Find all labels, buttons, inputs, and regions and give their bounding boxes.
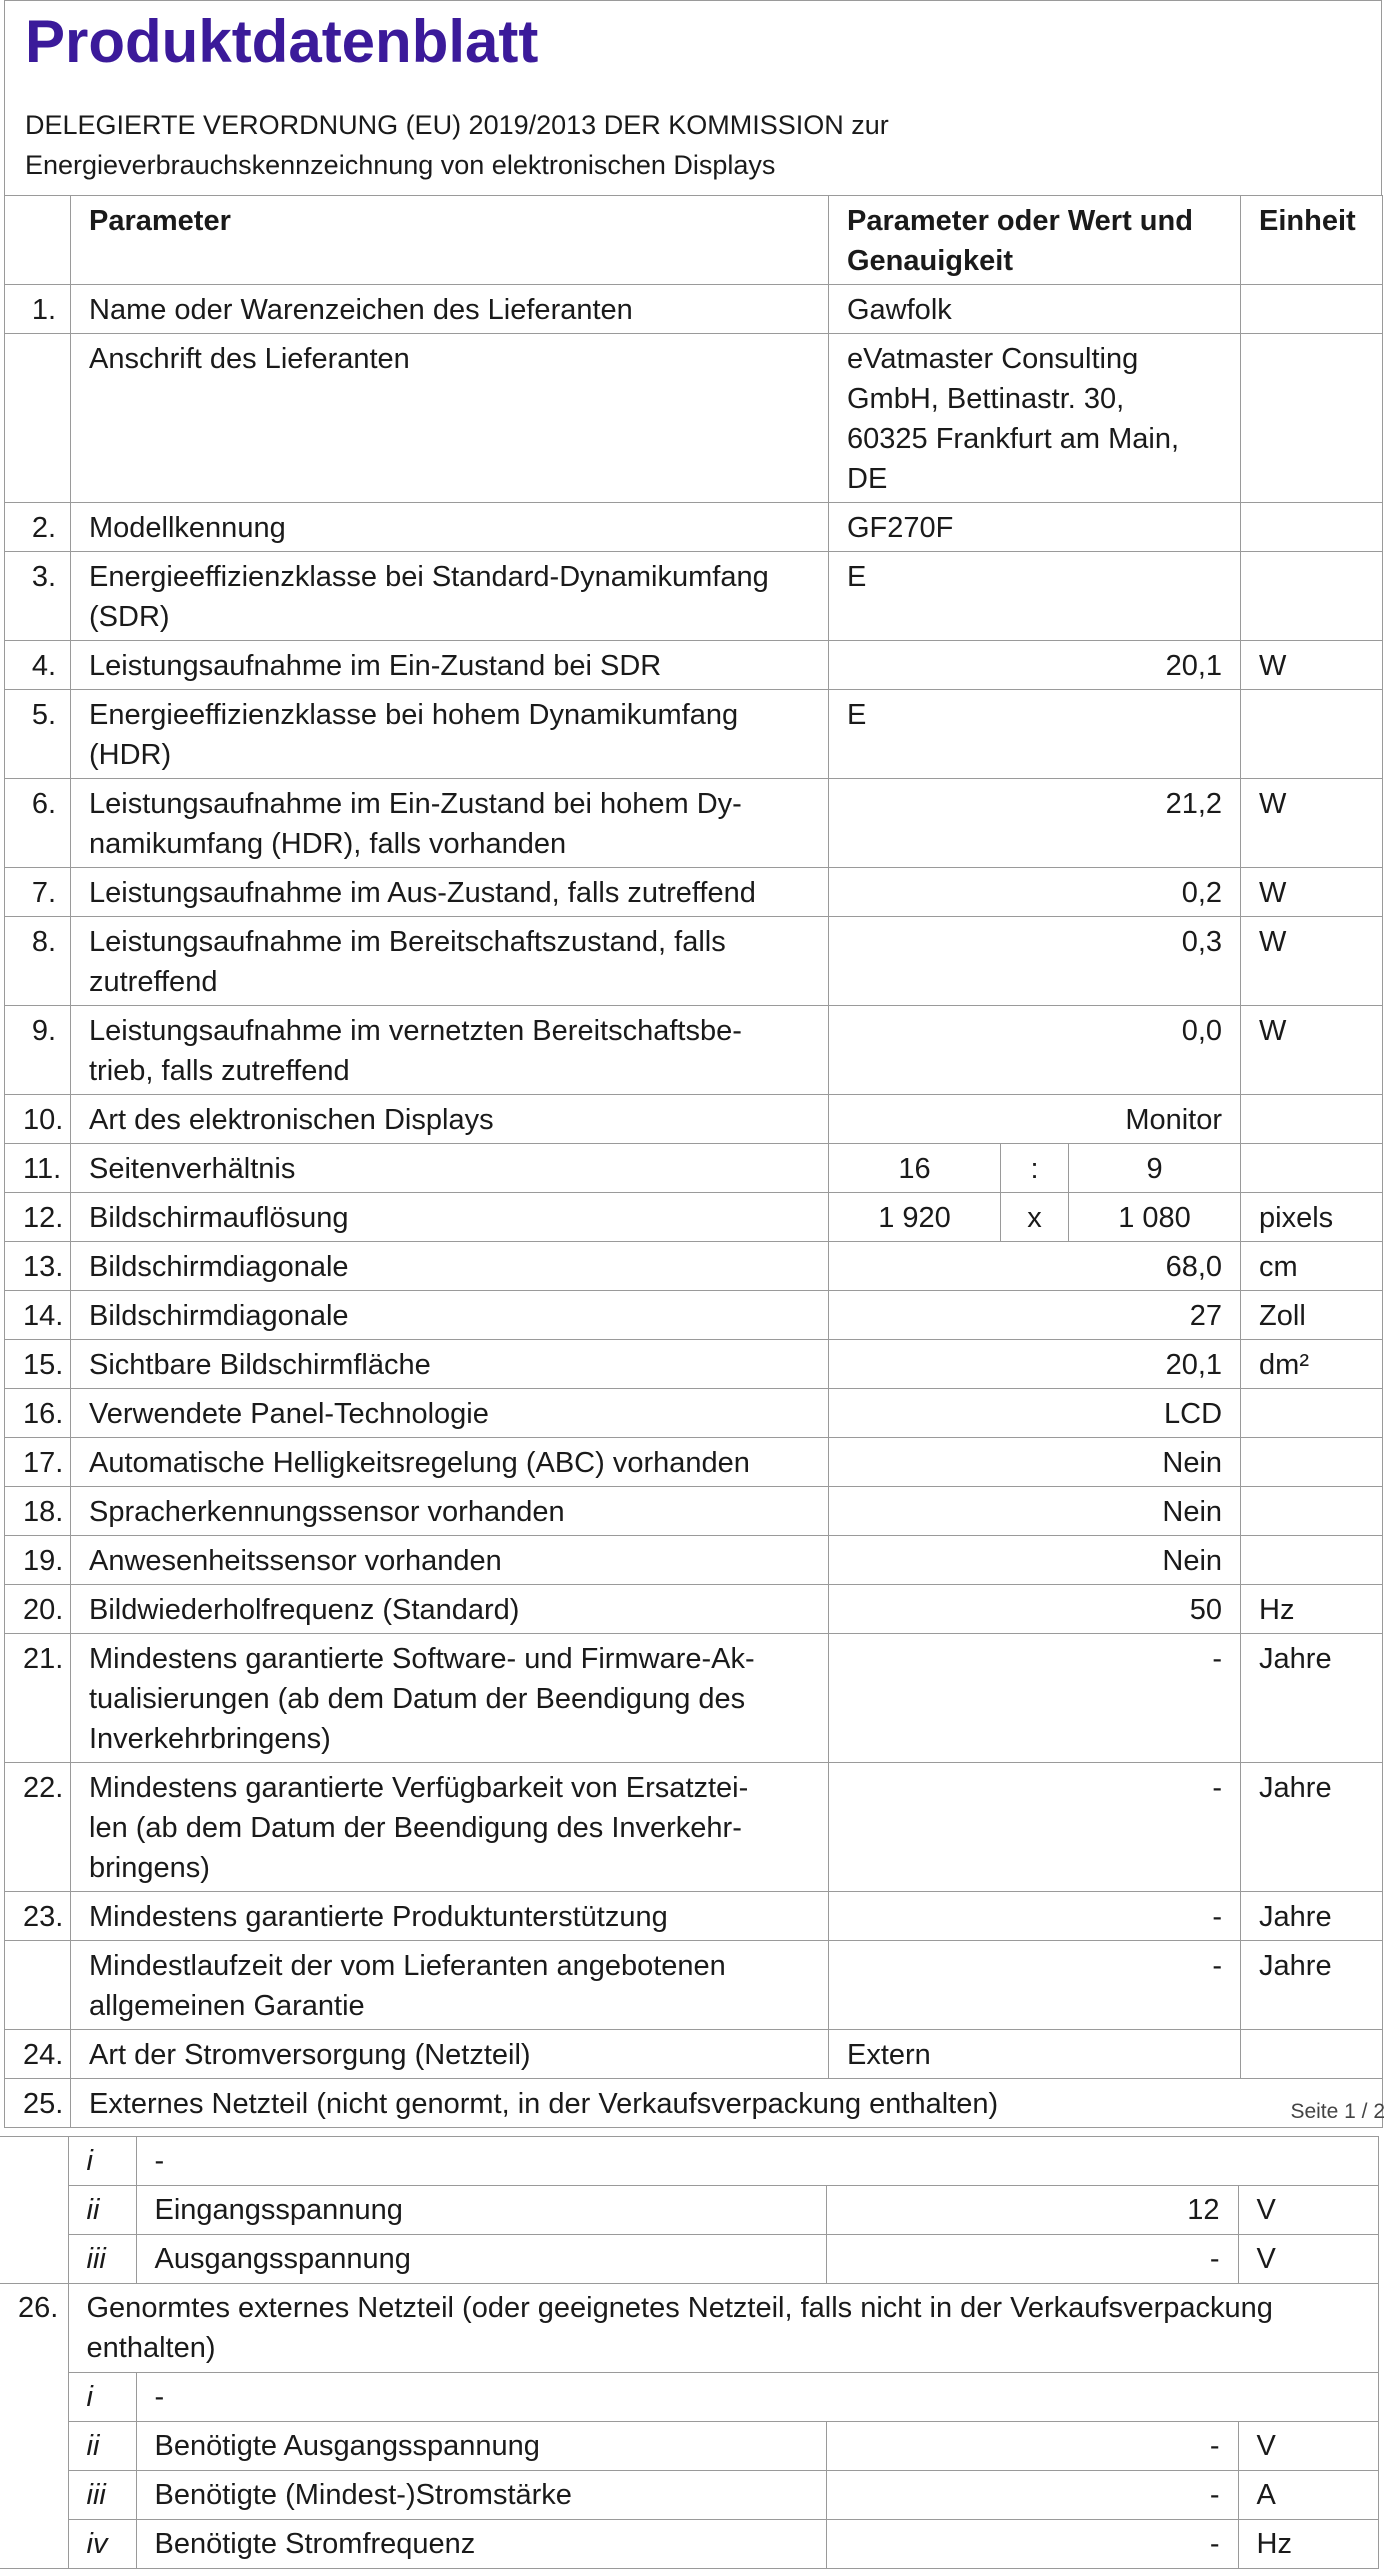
table-row: 21. Mindestens garantierte Software- und Firmware-Ak- tualisierungen (ab dem Datum der Beendigung des Inverkehrbringens) - Jahre bbox=[5, 1634, 1383, 1763]
table-row: 17. Automatische Helligkeitsregelung (ABC) vorhanden Nein bbox=[5, 1438, 1383, 1487]
table-row: 1. Name oder Warenzeichen des Lieferanten Gawfolk bbox=[5, 285, 1383, 334]
table-row: Anschrift des Lieferanten eVatmaster Consulting GmbH, Bettinastr. 30, 60325 Frankfurt am Main, DE bbox=[5, 334, 1383, 503]
table-row: 18. Spracherkennungssensor vorhanden Nein bbox=[5, 1487, 1383, 1536]
table-row: 24. Art der Stromversorgung (Netzteil) Extern bbox=[5, 2030, 1383, 2079]
table-row: i - bbox=[0, 2373, 1378, 2422]
sheet-header bbox=[4, 0, 1382, 195]
column-header-value: Parameter oder Wert und Genauigkeit bbox=[829, 196, 1241, 285]
table-row: 16. Verwendete Panel-Technologie LCD bbox=[5, 1389, 1383, 1438]
table-row: 12. Bildschirmauflösung 1 920 x 1 080 pixels bbox=[5, 1193, 1383, 1242]
product-data-sheet bbox=[4, 0, 1382, 2128]
table-row: 3. Energieeffizienzklasse bei Standard-Dynamikumfang (SDR) E bbox=[5, 552, 1383, 641]
table-row: 25. Externes Netzteil (nicht genormt, in der Verkaufsverpackung enthalten) bbox=[5, 2079, 1383, 2128]
table-row: 4. Leistungsaufnahme im Ein-Zustand bei SDR 20,1 W bbox=[5, 641, 1383, 690]
table-row: 23. Mindestens garantierte Produktunterstützung - Jahre bbox=[5, 1892, 1383, 1941]
table-row: iii Ausgangsspannung - V bbox=[0, 2235, 1378, 2284]
table-row: 5. Energieeffizienzklasse bei hohem Dynamikumfang (HDR) E bbox=[5, 690, 1383, 779]
page-number: Seite 1 / 2 bbox=[1290, 2100, 1385, 2123]
table-row: iv Benötigte Stromfrequenz - Hz bbox=[0, 2520, 1378, 2569]
table-row: 6. Leistungsaufnahme im Ein-Zustand bei hohem Dy- namikumfang (HDR), falls vorhanden 21,2 W bbox=[5, 779, 1383, 868]
column-header-parameter: Parameter bbox=[71, 196, 829, 285]
table-row: 14. Bildschirmdiagonale 27 Zoll bbox=[5, 1291, 1383, 1340]
table-row: 7. Leistungsaufnahme im Aus-Zustand, falls zutreffend 0,2 W bbox=[5, 868, 1383, 917]
table-row: iii Benötigte (Mindest-)Stromstärke - A bbox=[0, 2471, 1378, 2520]
table-row: 10. Art des elektronischen Displays Monitor bbox=[5, 1095, 1383, 1144]
table-row: 13. Bildschirmdiagonale 68,0 cm bbox=[5, 1242, 1383, 1291]
table-row: 11. Seitenverhältnis 16 : 9 bbox=[5, 1144, 1383, 1193]
table-row: Mindestlaufzeit der vom Lieferanten angebotenen allgemeinen Garantie - Jahre bbox=[5, 1941, 1383, 2030]
table-row: 15. Sichtbare Bildschirmfläche 20,1 dm² bbox=[5, 1340, 1383, 1389]
table-row: ii Benötigte Ausgangsspannung - V bbox=[0, 2422, 1378, 2471]
column-header-unit: Einheit bbox=[1241, 196, 1383, 285]
table-row: 2. Modellkennung GF270F bbox=[5, 503, 1383, 552]
table-row: 8. Leistungsaufnahme im Bereitschaftszustand, falls zutreffend 0,3 W bbox=[5, 917, 1383, 1006]
regulation-subtitle: DELEGIERTE VERORDNUNG (EU) 2019/2013 DER KOMMISSION zur Energieverbrauchskennzeichnung von elektronischen Displays bbox=[25, 110, 889, 180]
table-row: 9. Leistungsaufnahme im vernetzten Bereitschaftsbe- trieb, falls zutreffend 0,0 W bbox=[5, 1006, 1383, 1095]
table-row: i - bbox=[0, 2137, 1378, 2186]
table-row: 22. Mindestens garantierte Verfügbarkeit von Ersatztei- len (ab dem Datum der Beendigung des Inverkehr- bringens) - Jahre bbox=[5, 1763, 1383, 1892]
table-row: ii Eingangsspannung 12 V bbox=[0, 2186, 1378, 2235]
table-row: 26. Genormtes externes Netzteil (oder geeignetes Netzteil, falls nicht in der Verkaufsverpackung enthalten) bbox=[0, 2284, 1378, 2373]
parameter-table-page-2 bbox=[0, 2136, 1379, 2569]
table-row: 19. Anwesenheitssensor vorhanden Nein bbox=[5, 1536, 1383, 1585]
table-header-row bbox=[5, 196, 1383, 285]
parameter-table bbox=[4, 195, 1383, 2128]
table-row: 20. Bildwiederholfrequenz (Standard) 50 Hz bbox=[5, 1585, 1383, 1634]
page-title: Produktdatenblatt bbox=[25, 8, 539, 75]
